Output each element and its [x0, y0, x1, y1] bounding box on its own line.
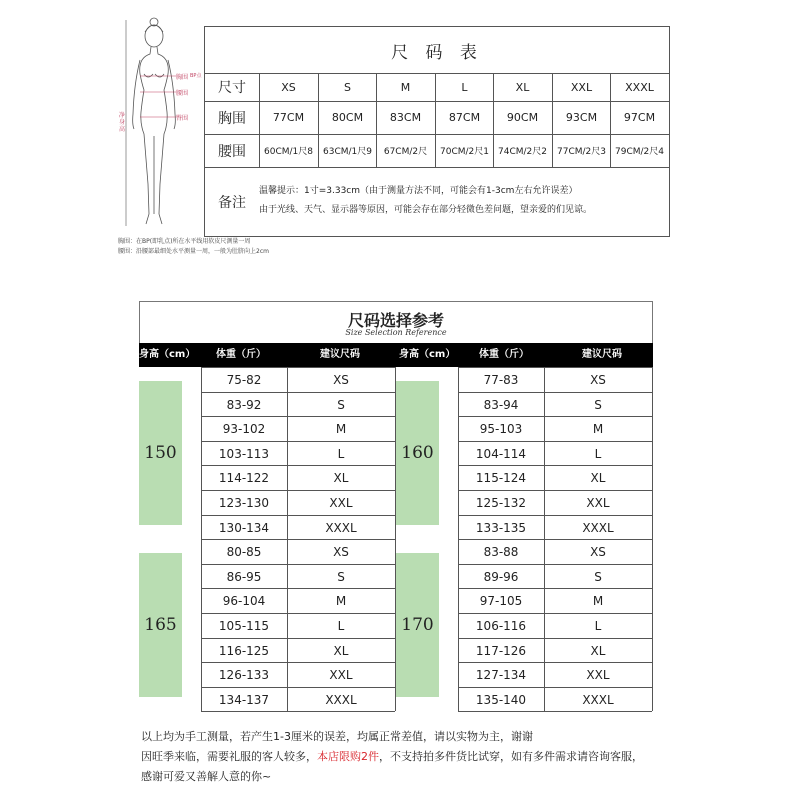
weight-range-cell: 127-134 [475, 667, 527, 682]
suggested-size-cell: XS [590, 372, 606, 387]
size-header-cell: M [400, 80, 411, 94]
weight-range-cell: 86-95 [226, 569, 262, 584]
suggested-size-cell: XS [333, 372, 349, 387]
suggested-size-cell: XL [333, 470, 349, 485]
footer-line-3: 感谢可爱又善解人意的你~ [141, 770, 272, 783]
bust-cell: 77CM [272, 111, 305, 124]
suggested-size-cell: XL [333, 643, 349, 658]
col-height-right: 身高（cm） [399, 349, 456, 360]
weight-range-cell: 135-140 [475, 692, 527, 707]
size-chart-table [204, 26, 670, 237]
col-size-right: 建议尺码 [582, 349, 622, 360]
bust-cell: 97CM [623, 111, 656, 124]
suggested-size-cell: XXXL [582, 692, 614, 707]
size-header-cell: XS [281, 80, 296, 94]
size-header-cell: XXXL [625, 80, 654, 94]
reference-header-bar [139, 343, 653, 367]
suggested-size-cell: L [337, 618, 345, 633]
bust-point-label: BP点 [190, 73, 202, 79]
weight-range-cell: 83-92 [226, 397, 262, 412]
suggested-size-cell: XXXL [325, 520, 357, 535]
waist-cell: 63CM/1尺9 [323, 147, 372, 157]
suggested-size-cell: L [337, 446, 345, 461]
col-weight-right: 体重（斤） [479, 349, 529, 360]
note-line-2: 由于光线、天气、显示器等原因，可能会存在部分轻微色差问题，望亲爱的们见谅。 [259, 205, 593, 215]
note-row-label: 备注 [218, 195, 246, 211]
suggested-size-cell: S [594, 569, 602, 584]
note-line-1: 温馨提示：1寸=3.33cm（由于测量方法不同，可能会有1-3cm左右允许误差） [259, 186, 578, 196]
hip-label: 臀围 [176, 115, 189, 122]
weight-range-cell: 125-132 [475, 495, 527, 510]
bust-cell: 80CM [331, 111, 364, 124]
weight-range-cell: 96-104 [222, 593, 266, 608]
height-value: 160 [401, 443, 434, 464]
waist-cell: 74CM/2尺2 [498, 147, 547, 157]
weight-range-cell: 117-126 [475, 643, 527, 658]
suggested-size-cell: S [337, 397, 345, 412]
col-weight-left: 体重（斤） [216, 349, 266, 360]
footer-line-2 [141, 747, 701, 767]
weight-range-cell: 130-134 [218, 520, 270, 535]
waist-cell: 70CM/2尺1 [440, 147, 489, 157]
bust-label: 胸围 [176, 74, 189, 81]
suggested-size-cell: L [594, 446, 602, 461]
size-row-label: 尺寸 [218, 80, 246, 96]
suggested-size-cell: M [592, 421, 604, 436]
reference-title: 尺码选择参考 [347, 311, 444, 330]
weight-range-cell: 93-102 [222, 421, 266, 436]
col-height-left: 身高（cm） [139, 349, 196, 360]
weight-range-cell: 104-114 [475, 446, 527, 461]
reference-subtitle: Size Selection Reference [345, 328, 447, 337]
suggested-size-cell: XXXL [325, 692, 357, 707]
waist-cell: 60CM/1尺8 [264, 147, 313, 157]
weight-range-cell: 83-88 [483, 544, 519, 559]
weight-range-cell: 89-96 [483, 569, 519, 584]
footer-line-2b: ，不支持拍多件货比试穿，如有多件需求请咨询客服， [379, 750, 643, 763]
bust-cell: 90CM [506, 111, 539, 124]
suggested-size-cell: XL [590, 643, 606, 658]
bust-cell: 87CM [448, 111, 481, 124]
bust-cell: 83CM [389, 111, 422, 124]
bust-row-label: 胸围 [218, 110, 246, 127]
size-chart-title: 尺 码 表 [391, 42, 483, 63]
weight-range-cell: 75-82 [226, 372, 262, 387]
height-value: 170 [401, 615, 434, 636]
waist-cell: 79CM/2尺4 [615, 147, 664, 157]
footer-line-1: 以上均为手工测量，若产生1-3厘米的误差，均属正常差值，请以实物为主，谢谢 [141, 730, 533, 743]
weight-range-cell: 80-85 [226, 544, 262, 559]
bust-measure-note: 胸围：在BP(即乳点)所在水平线用软皮尺测量一周 [118, 238, 251, 245]
suggested-size-cell: S [337, 569, 345, 584]
suggested-size-cell: XS [590, 544, 606, 559]
reference-table [139, 367, 653, 712]
weight-range-cell: 134-137 [218, 692, 270, 707]
suggested-size-cell: L [594, 618, 602, 633]
footer-notice [141, 727, 701, 787]
suggested-size-cell: M [335, 421, 347, 436]
suggested-size-cell: XXL [329, 667, 353, 682]
suggested-size-cell: XXL [329, 495, 353, 510]
weight-range-cell: 97-105 [479, 593, 523, 608]
weight-range-cell: 133-135 [475, 520, 527, 535]
suggested-size-cell: M [592, 593, 604, 608]
waist-cell: 77CM/2尺3 [557, 147, 606, 157]
bust-cell: 93CM [565, 111, 598, 124]
suggested-size-cell: XXL [586, 667, 610, 682]
height-value: 150 [144, 443, 177, 464]
footer-line-2a: 因旺季来临，需要礼服的客人较多， [141, 750, 317, 763]
weight-range-cell: 103-113 [218, 446, 270, 461]
reference-title-box [139, 301, 653, 343]
weight-range-cell: 115-124 [475, 470, 527, 485]
size-header-cell: L [461, 80, 468, 94]
weight-range-cell: 126-133 [218, 667, 270, 682]
weight-range-cell: 116-125 [218, 643, 270, 658]
size-header-cell: XXL [570, 80, 593, 94]
size-header-cell: S [344, 80, 351, 94]
body-measurement-figure [118, 14, 210, 234]
weight-range-cell: 106-116 [475, 618, 527, 633]
weight-range-cell: 83-94 [483, 397, 519, 412]
waist-label: 腰围 [176, 90, 189, 97]
suggested-size-cell: XXXL [582, 520, 614, 535]
body-outline-icon [118, 14, 210, 234]
suggested-size-cell: XXL [586, 495, 610, 510]
weight-range-cell: 77-83 [483, 372, 519, 387]
purchase-limit-text: 本店限购2件 [317, 750, 379, 763]
weight-range-cell: 123-130 [218, 495, 270, 510]
height-value: 165 [144, 615, 177, 636]
col-size-left: 建议尺码 [320, 349, 360, 360]
height-label: 净身高 [119, 112, 126, 133]
waist-cell: 67CM/2尺 [383, 147, 428, 157]
waist-row-label: 腰围 [218, 143, 246, 160]
weight-range-cell: 95-103 [479, 421, 523, 436]
size-header-cell: XL [515, 80, 530, 94]
weight-range-cell: 114-122 [218, 470, 270, 485]
suggested-size-cell: S [594, 397, 602, 412]
suggested-size-cell: XS [333, 544, 349, 559]
suggested-size-cell: M [335, 593, 347, 608]
weight-range-cell: 105-115 [218, 618, 270, 633]
waist-measure-note: 腰围：沿腰部最细处水平测量一周，一般为肚脐向上2cm [118, 248, 269, 255]
suggested-size-cell: XL [590, 470, 606, 485]
